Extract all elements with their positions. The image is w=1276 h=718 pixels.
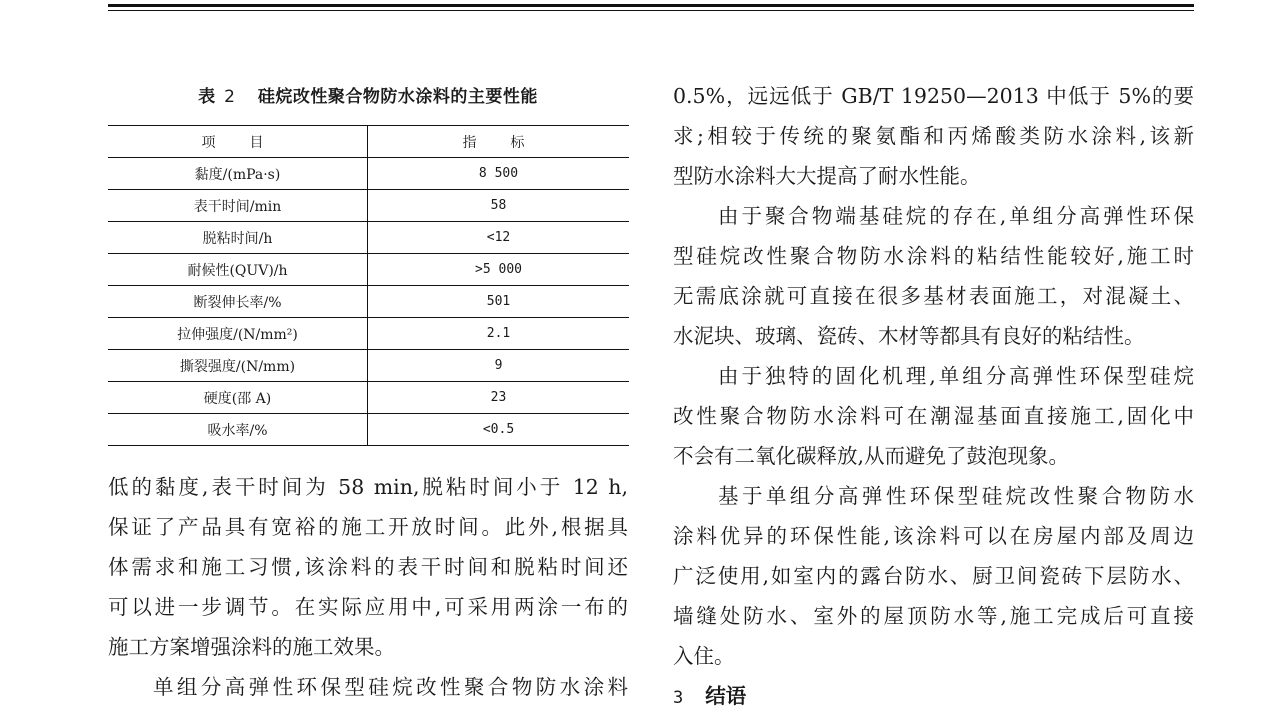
body-line: 改性聚合物防水涂料可在潮湿基面直接施工,固化中 — [673, 404, 1194, 428]
left-body-text — [108, 467, 628, 707]
row-property: 表干时间/min — [108, 190, 368, 222]
table-caption — [108, 82, 628, 107]
row-value: 23 — [368, 382, 630, 414]
row-value: 2.1 — [368, 318, 630, 350]
body-line: 涂料优异的环保性能,该涂料可以在房屋内部及周边 — [673, 524, 1194, 548]
row-property: 脱粘时间/h — [108, 222, 368, 254]
table-row — [108, 190, 629, 222]
body-line: 墙缝处防水、室外的屋顶防水等,施工完成后可直接 — [673, 604, 1194, 628]
table-row — [108, 414, 629, 446]
body-line: 型防水涂料大大提高了耐水性能。 — [673, 164, 981, 188]
body-line: 不会有二氧化碳释放,从而避免了鼓泡现象。 — [673, 444, 1070, 468]
row-property: 拉伸强度/(N/mm²) — [108, 318, 368, 350]
body-line: 保证了产品具有宽裕的施工开放时间。此外,根据具 — [108, 515, 628, 539]
row-value: <0.5 — [368, 414, 630, 446]
body-line: 施工方案增强涂料的施工效果。 — [108, 635, 395, 659]
table-number: 2 — [224, 87, 236, 107]
body-line: 0.5%，远远低于 GB/T 19250—2013 中低于 5%的要 — [673, 84, 1194, 108]
row-property: 耐候性(QUV)/h — [108, 254, 368, 286]
body-line: 可以进一步调节。在实际应用中,可采用两涂一布的 — [108, 595, 628, 619]
row-property: 硬度(邵 A) — [108, 382, 368, 414]
row-property: 黏度/(mPa·s) — [108, 158, 368, 190]
section-number: 3 — [673, 688, 684, 708]
table-title: 硅烷改性聚合物防水涂料的主要性能 — [257, 87, 538, 107]
row-value: 9 — [368, 350, 630, 382]
row-property: 断裂伸长率/% — [108, 286, 368, 318]
row-value: 58 — [368, 190, 630, 222]
row-value: 501 — [368, 286, 630, 318]
row-value: >5 000 — [368, 254, 630, 286]
body-line: 水泥块、玻璃、瓷砖、木材等都具有良好的粘结性。 — [673, 324, 1145, 348]
table-header-row — [108, 126, 629, 158]
row-value: <12 — [368, 222, 630, 254]
table-row — [108, 382, 629, 414]
header-rule-thick — [108, 4, 1194, 7]
row-value: 8 500 — [368, 158, 630, 190]
header-item: 项 目 — [108, 126, 368, 158]
body-line: 型硅烷改性聚合物防水涂料的粘结性能较好,施工时 — [673, 244, 1194, 268]
body-line: 无需底涂就可直接在很多基材表面施工，对混凝土、 — [673, 284, 1194, 308]
body-line: 由于独特的固化机理,单组分高弹性环保型硅烷 — [718, 364, 1194, 388]
body-line: 广泛使用,如室内的露台防水、厨卫间瓷砖下层防水、 — [673, 564, 1194, 588]
section-title: 结语 — [705, 684, 747, 708]
body-line: 体需求和施工习惯,该涂料的表干时间和脱粘时间还 — [108, 555, 628, 579]
table-row — [108, 254, 629, 286]
table-row — [108, 158, 629, 190]
body-line: 低的黏度,表干时间为 58 min,脱粘时间小于 12 h, — [108, 475, 628, 499]
body-line: 入住。 — [673, 644, 735, 668]
row-property: 吸水率/% — [108, 414, 368, 446]
right-body-text — [673, 76, 1194, 718]
body-line: 基于单组分高弹性环保型硅烷改性聚合物防水 — [718, 484, 1194, 508]
header-rule-thin — [108, 10, 1194, 11]
table-row — [108, 222, 629, 254]
body-line: 单组分高弹性环保型硅烷改性聚合物防水涂料 — [153, 675, 628, 699]
row-property: 撕裂强度/(N/mm) — [108, 350, 368, 382]
section-heading — [673, 676, 1194, 718]
table-row — [108, 318, 629, 350]
body-line: 由于聚合物端基硅烷的存在,单组分高弹性环保 — [718, 204, 1194, 228]
table-row — [108, 286, 629, 318]
header-indicator: 指 标 — [368, 126, 630, 158]
body-line: 求;相较于传统的聚氨酯和丙烯酸类防水涂料,该新 — [673, 124, 1194, 148]
table-row — [108, 350, 629, 382]
table-label: 表 — [198, 87, 216, 107]
performance-table — [108, 125, 629, 446]
